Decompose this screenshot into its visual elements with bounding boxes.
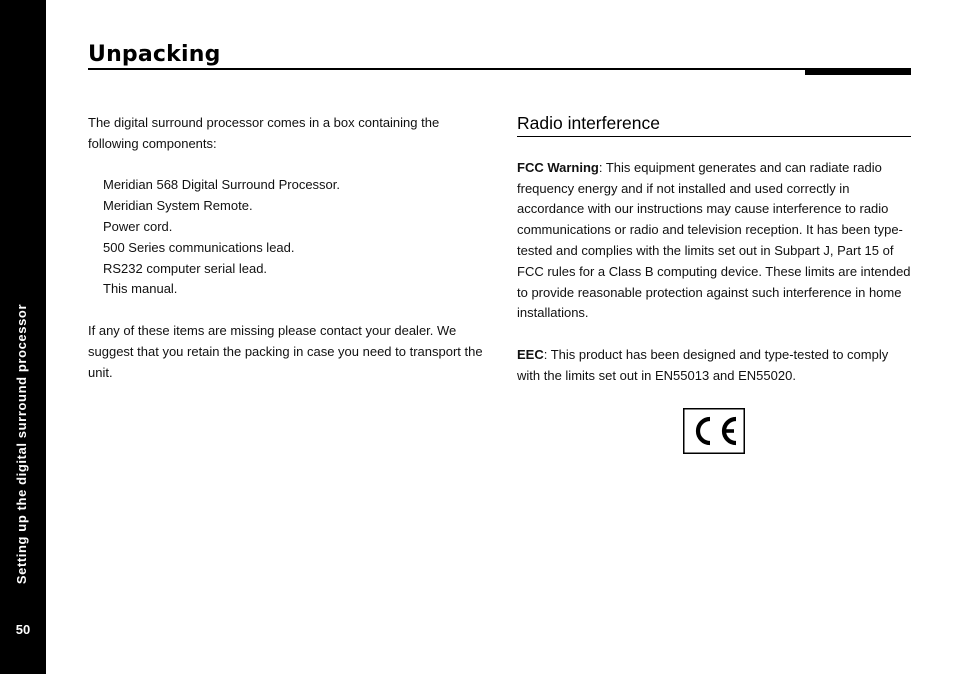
components-list [88,175,488,300]
fcc-text: : This equipment generates and can radiate radio frequency energy and if not installed and used correctly in accordance with our instructions may cause interference to radio communications or radio and television reception. It has been type-tested and complies with the limits set out in Subpart J, Part 15 of FCC rules for a Class B computing device. These limits are intended to provide reasonable protection against such interference in home installations. [517,159,911,321]
spacer [88,155,488,176]
fcc-paragraph [517,158,911,324]
fcc-label: FCC Warning [517,159,599,175]
eec-text: : This product has been designed and type-tested to comply with the limits set out in EN55013 and EN55020. [517,346,889,383]
left-column [88,113,488,383]
side-tab [0,0,46,674]
title-rule [88,68,911,70]
list-item: Power cord. [103,218,173,234]
spacer [517,324,911,345]
section-heading: Radio interference [517,113,660,133]
list-item: 500 Series communications lead. [103,239,295,255]
list-item: Meridian System Remote. [103,198,253,214]
right-column [517,113,911,387]
section-label: Setting up the digital surround processor [14,303,29,585]
eec-label: EEC [517,346,544,362]
list-item: RS232 computer serial lead. [103,260,268,276]
spacer [88,300,488,321]
page-title: Unpacking [88,42,221,67]
title-rule-accent [805,68,911,75]
eec-paragraph [517,345,911,387]
ce-mark-icon [683,408,745,454]
closing-paragraph: If any of these items are missing please contact your dealer. We suggest that you retain the packing in case you need to transport the unit. [88,322,483,380]
list-item: This manual. [103,281,178,297]
page-number: 50 [15,622,31,637]
spacer [517,137,911,158]
intro-paragraph: The digital surround processor comes in a box containing the following components: [88,115,440,151]
list-item: Meridian 568 Digital Surround Processor. [103,177,341,193]
